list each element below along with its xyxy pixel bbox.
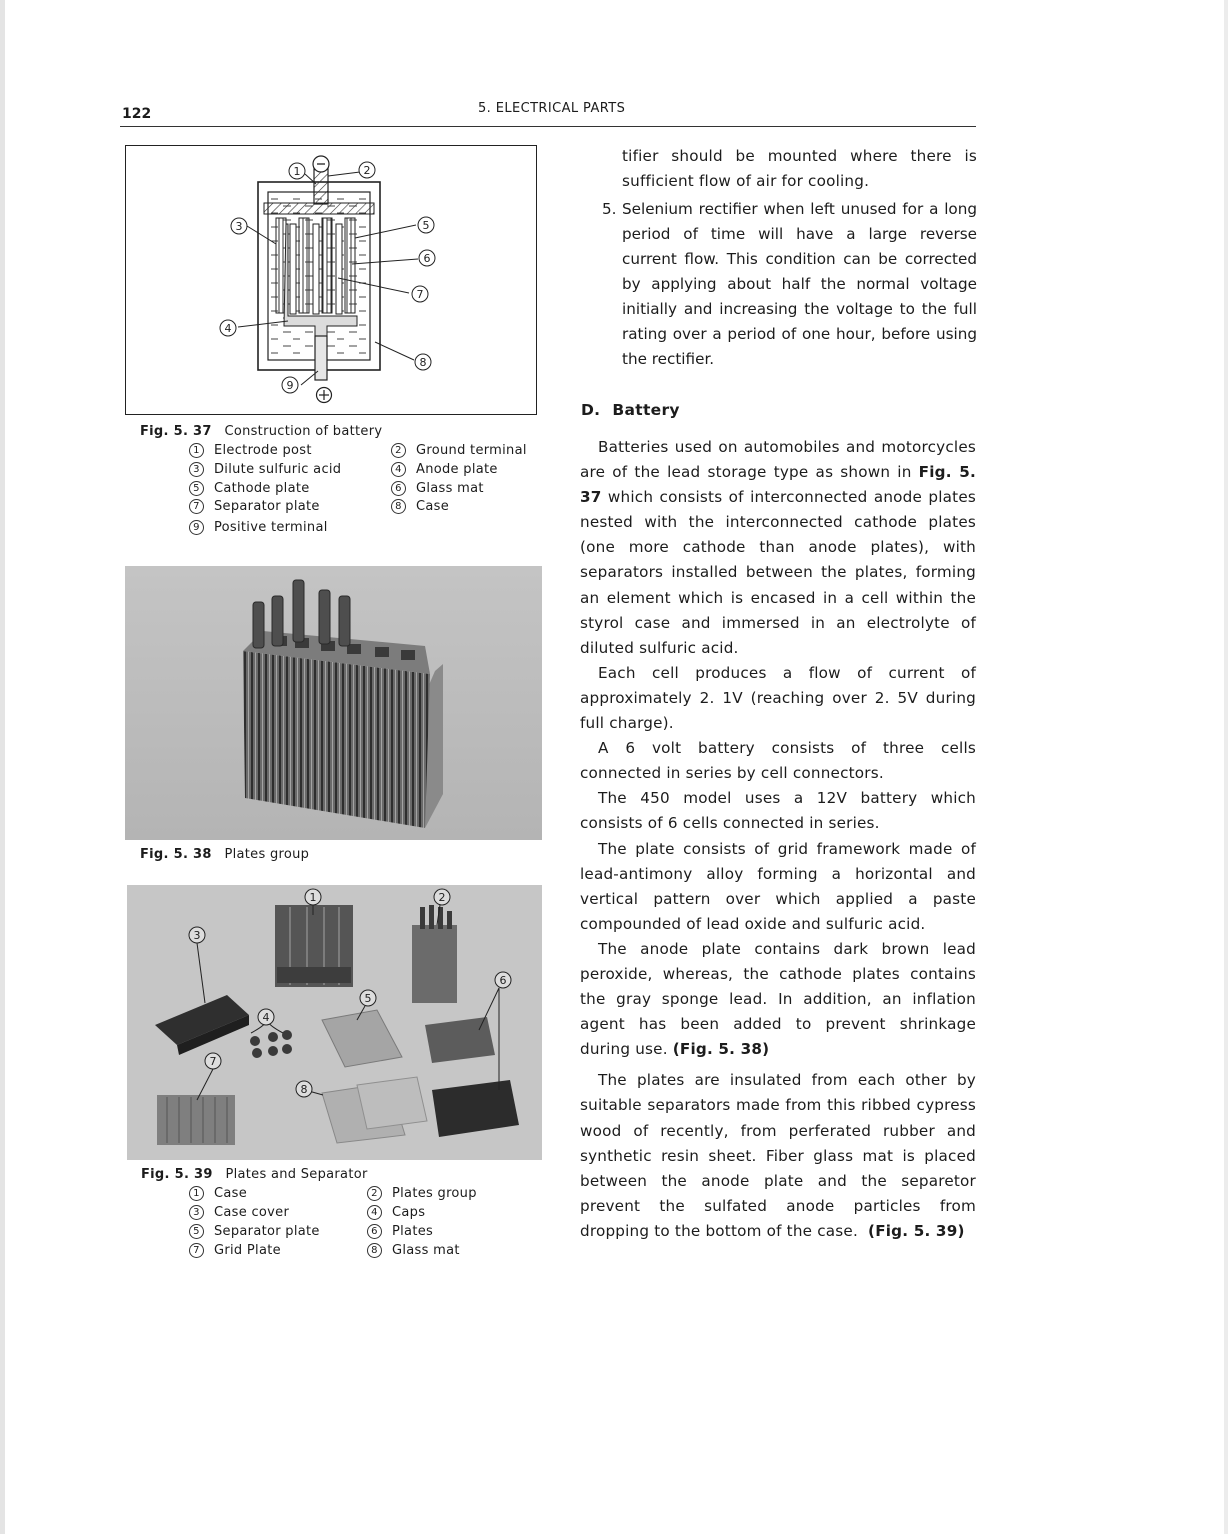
fig537-caption bbox=[140, 424, 382, 439]
svg-text:7: 7 bbox=[209, 1055, 217, 1068]
callout-9-text: 9 bbox=[286, 379, 294, 392]
fig539-callout-8 bbox=[296, 1081, 312, 1097]
plates-and-separator-photo bbox=[127, 885, 542, 1160]
section-letter: D. bbox=[581, 401, 601, 419]
fig537-legend-item: 1 Electrode post bbox=[189, 443, 312, 458]
fig537-legend-item: 4 Anode plate bbox=[391, 462, 498, 477]
intro-text: tifier should be mounted where there is sufficient flow of air for cooling. bbox=[622, 147, 977, 191]
list-item-5-number: 5. bbox=[602, 200, 617, 218]
svg-text:4: 4 bbox=[262, 1011, 270, 1024]
plates-group-photo bbox=[125, 566, 542, 840]
fig537-title: Construction of battery bbox=[224, 424, 383, 439]
callout-2-text: 2 bbox=[363, 164, 371, 177]
callout-6 bbox=[419, 250, 435, 266]
fig-reference: (Fig. 5. 39) bbox=[868, 1221, 965, 1240]
plates-group-item bbox=[412, 925, 457, 1003]
callout-9 bbox=[282, 377, 298, 393]
fig-reference: Fig. 5. 37 bbox=[580, 463, 976, 507]
list-item-5-text: Selenium rectifier when left unused for a long period of time will have a large reverse current flow. This condition can be corrected by applying about half the normal voltage initially and increasing the voltage to the full rating over a period of one hour, before using the rectifier. bbox=[622, 200, 977, 368]
callout-1 bbox=[289, 163, 305, 179]
callout-4-text: 4 bbox=[224, 322, 232, 335]
fig539-callout-1 bbox=[305, 889, 321, 905]
fig537-legend-item: 6 Glass mat bbox=[391, 481, 484, 496]
fig539-label: Fig. 5. 39 bbox=[141, 1167, 213, 1182]
plate-stack bbox=[243, 651, 430, 828]
running-head: 5. ELECTRICAL PARTS bbox=[478, 101, 626, 116]
fig538-caption bbox=[140, 847, 309, 862]
callout-3 bbox=[231, 218, 247, 234]
svg-text:6: 6 bbox=[499, 974, 507, 987]
callout-4 bbox=[220, 320, 236, 336]
callout-6-text: 6 bbox=[423, 252, 431, 265]
fig539-legend-item: 8 Glass mat bbox=[367, 1243, 460, 1258]
fig539-legend-item: 2 Plates group bbox=[367, 1186, 477, 1201]
paragraph-3: A 6 volt battery consists of three cells connected in series by cell connectors. bbox=[580, 739, 976, 783]
svg-text:2: 2 bbox=[438, 891, 446, 904]
callout-7 bbox=[412, 286, 428, 302]
plates-group bbox=[276, 218, 357, 336]
svg-text:8: 8 bbox=[300, 1083, 308, 1096]
callout-7-text: 7 bbox=[416, 288, 424, 301]
paragraph-6: The anode plate contains dark brown lead peroxide, whereas, the cathode plates contains the gray sponge lead. In addition, an inflation agent has been added to prevent shrinkage during use. (Fig. 5. 38) bbox=[580, 939, 976, 1059]
page-edge-left bbox=[0, 0, 5, 1534]
section-title: Battery bbox=[612, 401, 680, 419]
grid-plate bbox=[157, 1095, 235, 1145]
fig539-legend-item: 4 Caps bbox=[367, 1205, 425, 1220]
fig-reference: (Fig. 5. 38) bbox=[672, 1040, 770, 1059]
svg-text:3: 3 bbox=[193, 929, 201, 942]
fig539-callout-7 bbox=[205, 1053, 221, 1069]
callout-1-text: 1 bbox=[293, 165, 301, 178]
callout-8-text: 8 bbox=[419, 356, 427, 369]
fig537-legend-item: 7 Separator plate bbox=[189, 499, 320, 514]
fig539-legend-item: 5 Separator plate bbox=[189, 1224, 320, 1239]
fig539-caption bbox=[141, 1167, 368, 1182]
callout-5-text: 5 bbox=[422, 219, 430, 232]
header-rule bbox=[120, 126, 976, 127]
svg-text:5: 5 bbox=[364, 992, 372, 1005]
fig539-callout-5 bbox=[360, 990, 376, 1006]
callout-3-text: 3 bbox=[235, 220, 243, 233]
fig537-legend-item: 5 Cathode plate bbox=[189, 481, 310, 496]
fig537-legend-item: 9 Positive terminal bbox=[189, 520, 328, 535]
fig539-legend-item: 6 Plates bbox=[367, 1224, 433, 1239]
fig539-legend-item: 7 Grid Plate bbox=[189, 1243, 281, 1258]
plates-upper bbox=[425, 1017, 495, 1063]
fig537-legend-item: 2 Ground terminal bbox=[391, 443, 527, 458]
callout-2 bbox=[359, 162, 375, 178]
fig538-label: Fig. 5. 38 bbox=[140, 847, 212, 862]
callout-8 bbox=[415, 354, 431, 370]
fig539-callout-3 bbox=[189, 927, 205, 943]
paragraph-4: The 450 model uses a 12V battery which consists of 6 cells connected in series. bbox=[580, 789, 976, 833]
battery-construction-diagram bbox=[125, 145, 537, 415]
fig539-legend-item: 3 Case cover bbox=[189, 1205, 289, 1220]
paragraph-1: Batteries used on automobiles and motorcycles are of the lead storage type as shown in Fig. 5. 37 which consists of interconnected anode plates nested with the interconnected cathode plates (one more cathode than anode plates), with separators installed between the plates, forming an element which is encased in a cell within the styrol case and immersed in an electrolyte of diluted sulfuric acid. bbox=[580, 438, 976, 657]
fig539-callout-2 bbox=[434, 889, 450, 905]
fig538-title: Plates group bbox=[224, 847, 310, 862]
svg-text:1: 1 bbox=[309, 891, 317, 904]
page-edge-right bbox=[1224, 0, 1228, 1534]
battery-body-text bbox=[580, 435, 976, 1244]
paragraph-7: The plates are insulated from each other by suitable separators made from this ribbed cypress wood of recently, from perferated rubber and synthetic resin sheet. Fiber glass mat is placed between the anode plate and the separetor prevent the sulfated anode particles from dropping to the bottom of the case. (Fig. 5. 39) bbox=[580, 1071, 976, 1240]
fig539-title: Plates and Separator bbox=[225, 1167, 368, 1182]
fig537-label: Fig. 5. 37 bbox=[140, 424, 212, 439]
fig539-callout-6 bbox=[495, 972, 511, 988]
callout-5 bbox=[418, 217, 434, 233]
intro-paragraph bbox=[622, 144, 977, 194]
paragraph-2: Each cell produces a flow of current of approximately 2. 1V (reaching over 2. 5V during full charge). bbox=[580, 663, 976, 733]
fig537-legend-item: 8 Case bbox=[391, 499, 449, 514]
section-heading bbox=[581, 401, 680, 419]
fig539-legend-item: 1 Case bbox=[189, 1186, 247, 1201]
fig537-legend-item: 3 Dilute sulfuric acid bbox=[189, 462, 341, 477]
list-item-5 bbox=[602, 197, 977, 372]
fig539-callout-4 bbox=[258, 1009, 274, 1025]
paragraph-5: The plate consists of grid framework made of lead-antimony alloy forming a horizontal and vertical pattern over which applied a paste compounded of lead oxide and sulfuric acid. bbox=[580, 839, 976, 933]
page-number: 122 bbox=[122, 106, 152, 122]
